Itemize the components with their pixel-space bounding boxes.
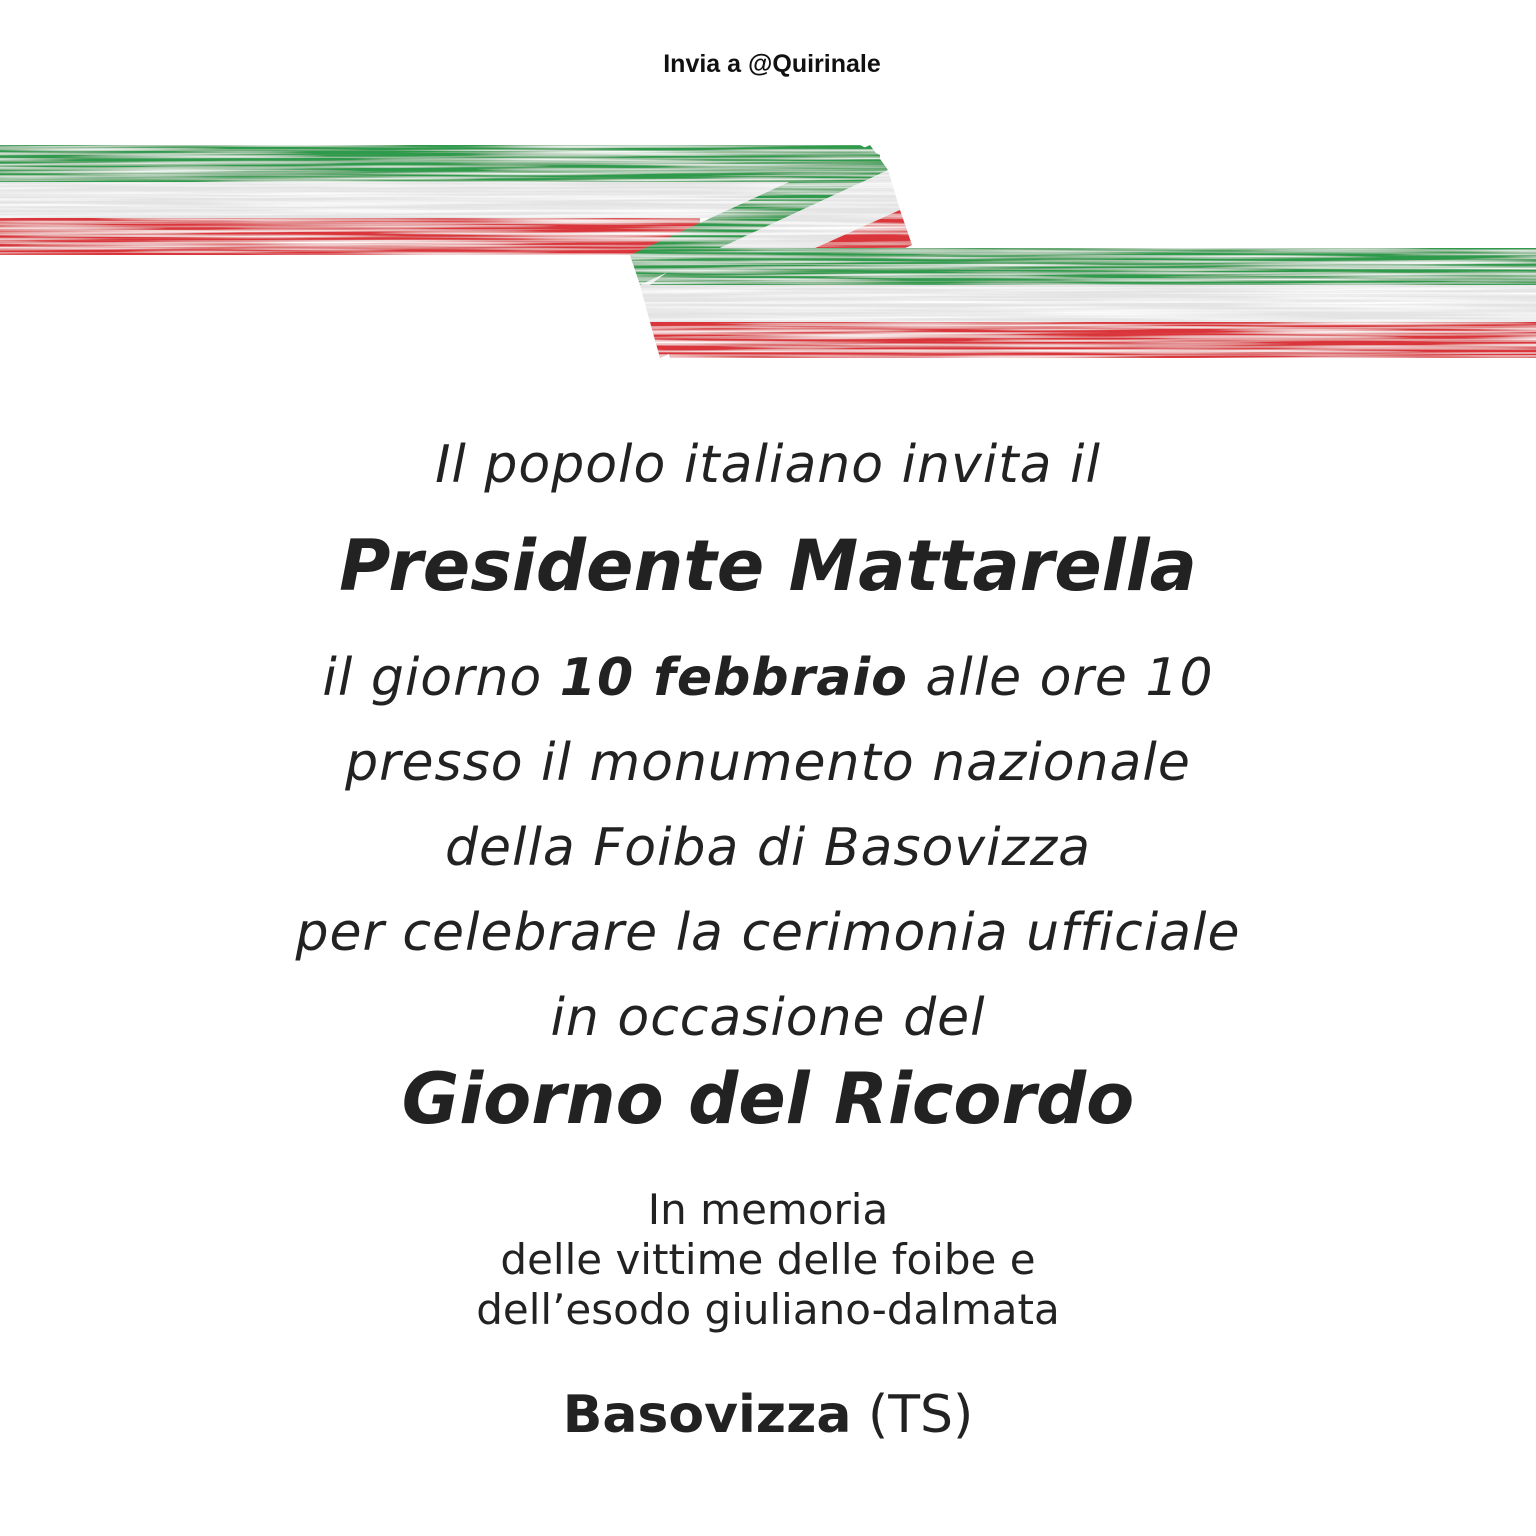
location-province: (TS) — [851, 1385, 974, 1445]
invitation-intro: Il popolo italiano invita il — [435, 435, 1101, 495]
location — [0, 1385, 1536, 1445]
event-title: Giorno del Ricordo — [401, 1058, 1135, 1140]
invitation-purpose: per celebrare la cerimonia ufficiale — [295, 903, 1241, 963]
invitation-venue: presso il monumento nazionale — [345, 733, 1191, 793]
date-prefix: il giorno — [322, 648, 560, 708]
memorial-line-1: In memoria — [647, 1185, 889, 1234]
invitation-date — [0, 648, 1536, 708]
italian-tricolor-ribbon-icon — [0, 130, 1536, 380]
date-bold: 10 febbraio — [559, 648, 908, 708]
location-city: Basovizza — [562, 1385, 852, 1445]
invitation-occasion: in occasione del — [550, 988, 986, 1048]
memorial-line-3: dell’esodo giuliano-dalmata — [476, 1285, 1060, 1334]
invitation-title: Presidente Mattarella — [339, 525, 1197, 607]
invitation-venue-name: della Foiba di Basovizza — [445, 818, 1091, 878]
date-suffix: alle ore 10 — [907, 648, 1214, 708]
memorial-line-2: delle vittime delle foibe e — [500, 1235, 1036, 1284]
send-to-quirinale: Invia a @Quirinale — [663, 50, 881, 78]
